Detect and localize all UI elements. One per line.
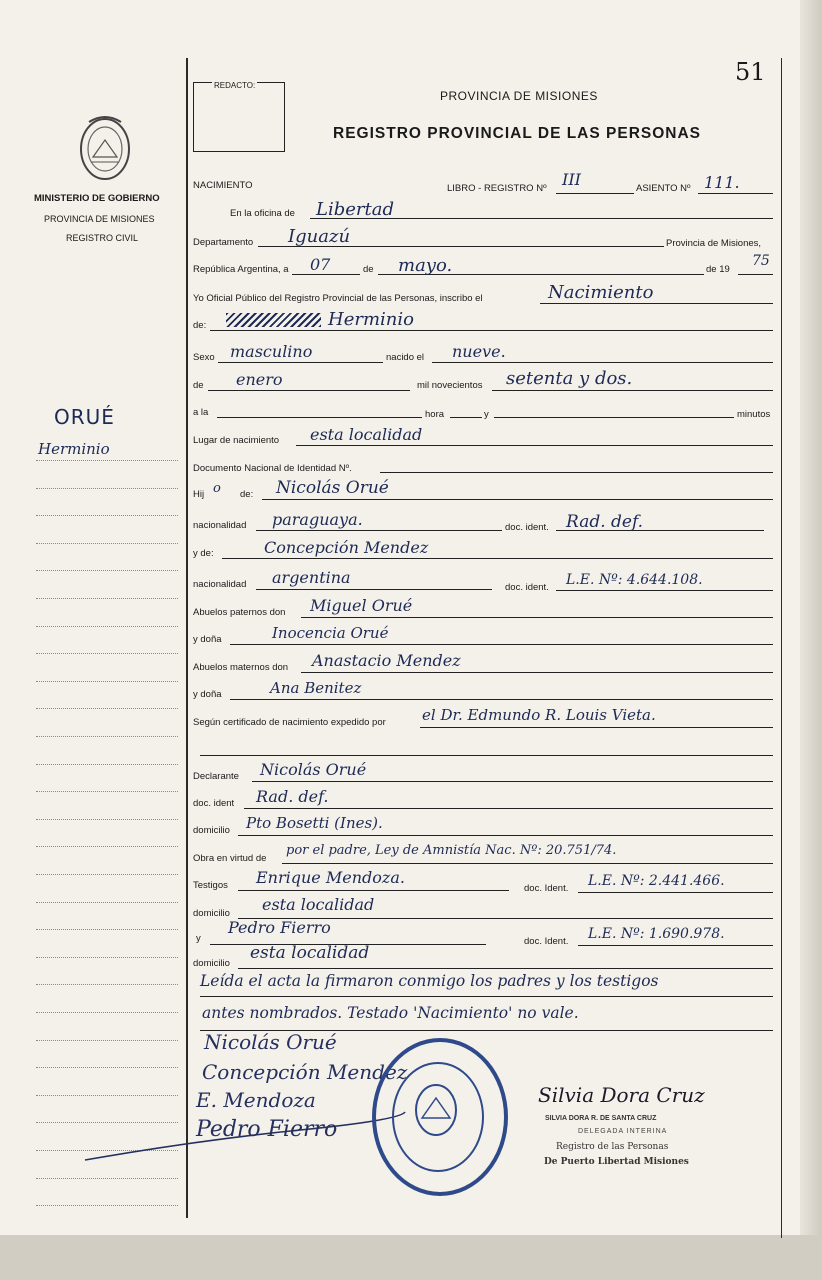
margin-rule — [36, 764, 178, 765]
label-y-de: y de: — [193, 548, 214, 559]
province-label: PROVINCIA DE MISIONES — [44, 214, 155, 224]
margin-rule — [36, 598, 178, 599]
margin-rule — [36, 1012, 178, 1013]
label-doc-ident-t2: doc. Ident. — [524, 936, 569, 947]
label-y2: y — [196, 933, 201, 944]
table-surface — [0, 1235, 822, 1280]
label-domicilio-t1: domicilio — [193, 908, 230, 919]
value-madre: Concepción Mendez — [264, 538, 429, 557]
signature-2: Concepción Mendez — [202, 1060, 408, 1084]
signature-flourish — [80, 1100, 410, 1170]
official-location: De Puerto Libertad Misiones — [544, 1157, 689, 1167]
margin-rule — [36, 1040, 178, 1041]
label-republica: República Argentina, a — [193, 264, 289, 275]
official-signature: Silvia Dora Cruz — [538, 1083, 705, 1107]
margin-rule — [36, 984, 178, 985]
header-province: PROVINCIA DE MISIONES — [440, 89, 598, 103]
value-obra: por el padre, Ley de Amnistía Nac. Nº: 20.751/74. — [286, 843, 617, 858]
ministry-label: MINISTERIO DE GOBIERNO — [34, 193, 160, 204]
margin-rule — [36, 653, 178, 654]
label-documento: Documento Nacional de Identidad Nº. — [193, 463, 352, 474]
label-domicilio-decl: domicilio — [193, 825, 230, 836]
label-de2: de — [193, 380, 204, 391]
value-dom-t2: esta localidad — [250, 943, 370, 963]
margin-rule — [36, 736, 178, 737]
value-domicilio-decl: Pto Bosetti (Ines). — [246, 814, 383, 832]
signature-4: Pedro Fierro — [196, 1117, 338, 1142]
right-border — [781, 58, 782, 1238]
registry-label: REGISTRO CIVIL — [66, 233, 139, 243]
value-doc-madre: L.E. Nº: 4.644.108. — [566, 572, 703, 588]
label-segun: Según certificado de nacimiento expedido por — [193, 717, 386, 728]
label-y-dona-pat: y doña — [193, 634, 222, 645]
page-number: 51 — [735, 58, 766, 86]
label-de-19: de 19 — [706, 264, 730, 275]
margin-rule — [36, 543, 178, 544]
stamp-emblem-icon — [412, 1082, 460, 1138]
struck-out-text — [226, 313, 321, 327]
label-libro: LIBRO - REGISTRO Nº — [447, 183, 547, 194]
label-departamento: Departamento — [193, 237, 254, 248]
value-padre: Nicolás Orué — [276, 478, 389, 498]
label-doc-ident-t1: doc. Ident. — [524, 883, 569, 894]
value-abuela-pat: Inocencia Orué — [272, 624, 389, 642]
margin-rule — [36, 1067, 178, 1068]
margin-rule — [36, 515, 178, 516]
value-mes: mayo. — [398, 255, 453, 276]
closing-line-2: antes nombrados. Testado 'Nacimiento' no vale. — [202, 1004, 579, 1022]
value-nacido-el: nueve. — [452, 342, 506, 361]
value-nac-madre: argentina — [272, 568, 351, 587]
value-testigo1: Enrique Mendoza. — [256, 868, 405, 887]
value-dom-t1: esta localidad — [262, 895, 375, 914]
label-oficina: En la oficina de — [230, 208, 295, 219]
margin-rule — [36, 1205, 178, 1206]
label-a-la: a la — [193, 407, 209, 418]
margin-rule — [36, 1178, 178, 1179]
value-sexo: masculino — [230, 342, 313, 361]
label-nacionalidad-padre: nacionalidad — [193, 520, 247, 531]
label-declarante: Declarante — [193, 771, 239, 782]
label-mil-novecientos: mil novecientos — [417, 380, 483, 391]
redacto-box — [193, 82, 285, 152]
margin-rule — [36, 874, 178, 875]
value-declarante: Nicolás Orué — [260, 760, 367, 779]
closing-line-1: Leída el acta la firmaron conmigo los padres y los testigos — [200, 972, 659, 990]
signature-1: Nicolás Orué — [204, 1030, 337, 1054]
label-obra: Obra en virtud de — [193, 853, 267, 864]
official-name: SILVIA DORA R. DE SANTA CRUZ — [545, 1115, 657, 1122]
provincial-seal-icon — [77, 112, 133, 182]
value-asiento: 111. — [704, 173, 740, 192]
margin-rule — [36, 957, 178, 958]
margin-rule — [36, 902, 178, 903]
value-doc-t1: L.E. Nº: 2.441.466. — [588, 873, 725, 889]
label-nacionalidad-madre: nacionalidad — [193, 579, 247, 590]
margin-rule — [36, 819, 178, 820]
margin-rule — [36, 488, 178, 489]
label-de3: de: — [240, 489, 254, 500]
margin-surname: ORUÉ — [54, 405, 115, 429]
label-sexo: Sexo — [193, 352, 215, 363]
margin-rule — [36, 626, 178, 627]
margin-rule — [36, 846, 178, 847]
value-testigo2: Pedro Fierro — [228, 918, 331, 937]
redacto-label: REDACTO: — [214, 81, 256, 90]
value-doc-t2: L.E. Nº: 1.690.978. — [588, 926, 725, 942]
margin-divider — [186, 58, 188, 1218]
value-abuela-mat: Ana Benitez — [270, 679, 362, 697]
signature-3: E. Mendoza — [196, 1088, 316, 1112]
label-domicilio-t2: domicilio — [193, 958, 230, 969]
value-anio-nac: setenta y dos. — [506, 368, 633, 389]
value-doc-padre: Rad. def. — [566, 512, 644, 532]
margin-rule — [36, 460, 178, 461]
margin-rule — [36, 929, 178, 930]
margin-rule — [36, 570, 178, 571]
value-mes-nac: enero — [236, 370, 283, 389]
label-doc-ident-padre: doc. ident. — [505, 522, 549, 533]
value-dia: 07 — [310, 255, 331, 274]
label-y-dona-mat: y doña — [193, 689, 222, 700]
label-nacimiento: NACIMIENTO — [193, 180, 253, 191]
value-nac-padre: paraguaya. — [272, 510, 363, 529]
page-edge — [800, 0, 822, 1280]
label-provincia: Provincia de Misiones, — [666, 238, 762, 249]
label-yo-oficial: Yo Oficial Público del Registro Provincial de las Personas, inscribo el — [193, 293, 483, 304]
label-nacido-el: nacido el — [386, 352, 425, 363]
value-doc-decl: Rad. def. — [256, 787, 329, 806]
label-lugar: Lugar de nacimiento — [193, 435, 280, 446]
label-doc-ident-madre: doc. ident. — [505, 582, 549, 593]
label-hora: hora — [425, 409, 445, 420]
margin-rule — [36, 708, 178, 709]
value-acto: Nacimiento — [548, 282, 654, 303]
label-de-nombre: de: — [193, 320, 207, 331]
value-oficina: Libertad — [316, 199, 394, 220]
label-minutos: minutos — [737, 409, 771, 420]
value-abuelo-pat: Miguel Orué — [310, 596, 413, 615]
value-anio: 75 — [752, 253, 770, 269]
margin-rule — [36, 1095, 178, 1096]
label-abuelos-paternos: Abuelos paternos don — [193, 607, 286, 618]
label-de: de — [363, 264, 374, 275]
label-asiento: ASIENTO Nº — [636, 183, 691, 194]
value-segun: el Dr. Edmundo R. Louis Vieta. — [422, 706, 656, 724]
value-nombre: Herminio — [328, 309, 414, 330]
header-title: REGISTRO PROVINCIAL DE LAS PERSONAS — [333, 125, 702, 142]
label-testigos: Testigos — [193, 880, 228, 891]
margin-rule — [36, 791, 178, 792]
label-abuelos-maternos: Abuelos maternos don — [193, 662, 289, 673]
value-departamento: Iguazú — [288, 226, 351, 247]
label-hij: Hij — [193, 489, 205, 500]
value-lugar: esta localidad — [310, 425, 423, 444]
margin-rule — [36, 681, 178, 682]
label-doc-ident-decl: doc. ident — [193, 798, 235, 809]
official-office: Registro de las Personas — [556, 1142, 669, 1152]
label-y: y — [484, 409, 489, 420]
value-abuelo-mat: Anastacio Mendez — [312, 651, 461, 670]
official-role: DELEGADA INTERINA — [578, 1128, 668, 1135]
value-libro: III — [562, 170, 581, 189]
value-hij-suffix: o — [213, 481, 221, 496]
margin-given-name: Herminio — [38, 440, 110, 458]
